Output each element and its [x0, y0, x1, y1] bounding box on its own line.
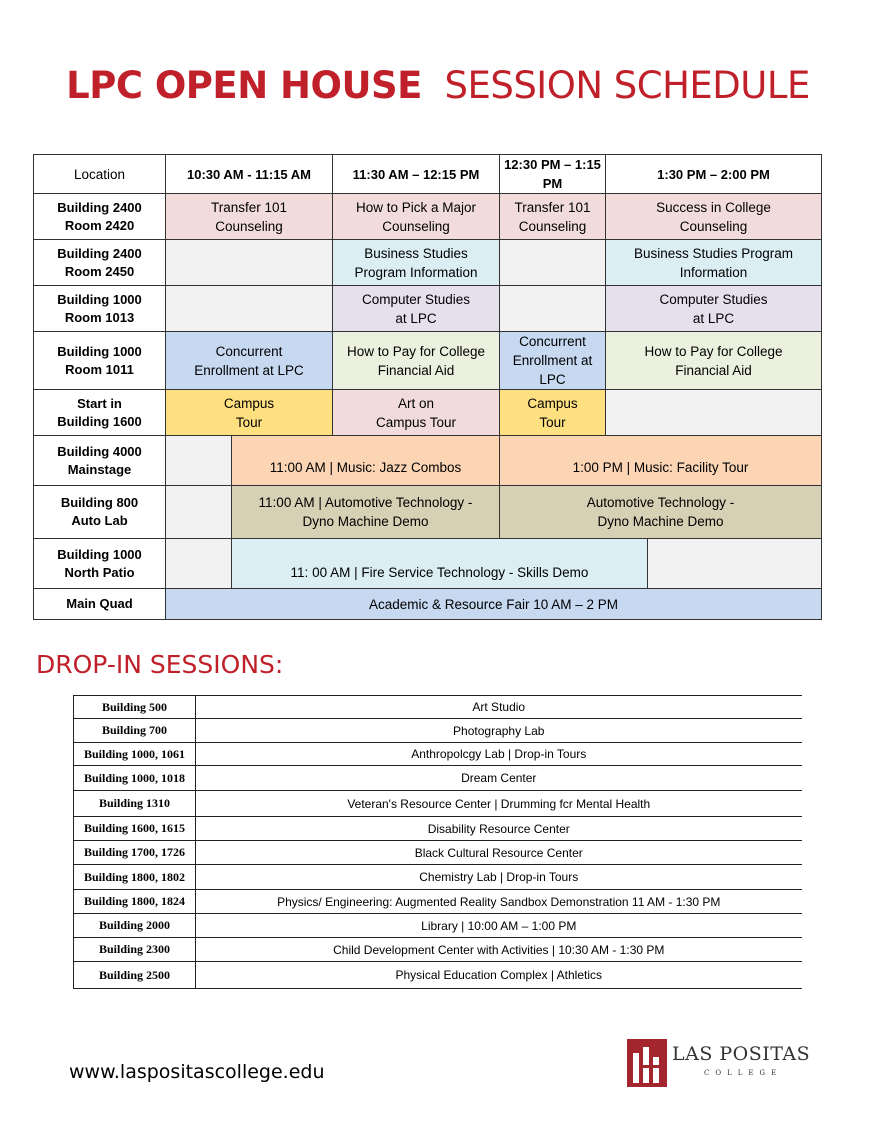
dropin-building: Building 500: [74, 696, 196, 719]
session-cell: 1:00 PM | Music: Facility Tour: [500, 436, 822, 486]
row-location: Building 1000 Room 1013: [34, 286, 166, 332]
session-cell: Computer Studies at LPC: [606, 286, 822, 332]
dropin-building: Building 2500: [74, 962, 196, 989]
header-slot-1: 10:30 AM - 11:15 AM: [166, 155, 333, 194]
session-cell: Transfer 101 Counseling: [500, 194, 606, 240]
table-row: [34, 486, 822, 539]
dropin-desc: Photography Lab: [196, 719, 802, 743]
table-row: [34, 436, 822, 486]
dropin-building: Building 2300: [74, 938, 196, 962]
empty-cell: [166, 286, 333, 332]
dropin-desc: Physical Education Complex | Athletics: [196, 962, 802, 989]
dropin-building: Building 700: [74, 719, 196, 743]
empty-cell: [648, 539, 822, 589]
table-row: [74, 865, 802, 890]
row-location: Main Quad: [34, 589, 166, 620]
table-row: [74, 841, 802, 865]
session-cell: How to Pay for College Financial Aid: [606, 332, 822, 390]
table-row: [74, 962, 802, 989]
logo-name: LAS POSITAS: [672, 1043, 811, 1065]
dropin-desc: Art Studio: [196, 696, 802, 719]
empty-cell: [500, 286, 606, 332]
empty-cell: [500, 240, 606, 286]
dropin-building: Building 1600, 1615: [74, 817, 196, 841]
table-row: [74, 817, 802, 841]
session-cell: 11:00 AM | Music: Jazz Combos: [232, 436, 500, 486]
table-row: [74, 696, 802, 719]
empty-cell: [166, 539, 232, 589]
header-slot-3: 12:30 PM – 1:15 PM: [500, 155, 606, 194]
table-row: [74, 914, 802, 938]
session-cell: Business Studies Program Information: [606, 240, 822, 286]
dropin-title: DROP-IN SESSIONS:: [36, 650, 284, 679]
dropin-building: Building 2000: [74, 914, 196, 938]
session-cell: Campus Tour: [500, 390, 606, 436]
empty-cell: [606, 390, 822, 436]
page-title: [0, 64, 876, 107]
website-url: www.laspositascollege.edu: [69, 1061, 325, 1083]
empty-cell: [166, 436, 232, 486]
table-row: [74, 938, 802, 962]
dropin-building: Building 1800, 1824: [74, 890, 196, 914]
empty-cell: [166, 240, 333, 286]
session-cell: Campus Tour: [166, 390, 333, 436]
table-row: [74, 890, 802, 914]
session-cell: Success in College Counseling: [606, 194, 822, 240]
page-title-bold: LPC OPEN HOUSE: [66, 64, 422, 107]
dropin-building: Building 1800, 1802: [74, 865, 196, 890]
row-location: Building 1000 Room 1011: [34, 332, 166, 390]
session-cell: Academic & Resource Fair 10 AM – 2 PM: [166, 589, 822, 620]
empty-cell: [166, 486, 232, 539]
table-row: [34, 539, 822, 589]
session-schedule-table: [33, 154, 822, 620]
dropin-desc: Black Cultural Resource Center: [196, 841, 802, 865]
table-row: [74, 743, 802, 766]
dropin-desc: Disability Resource Center: [196, 817, 802, 841]
dropin-desc: Physics/ Engineering: Augmented Reality Sandbox Demonstration 11 AM - 1:30 PM: [196, 890, 802, 914]
session-cell: Computer Studies at LPC: [333, 286, 500, 332]
row-location: Start in Building 1600: [34, 390, 166, 436]
table-row: [34, 240, 822, 286]
dropin-desc: Anthropolcgy Lab | Drop-in Tours: [196, 743, 802, 766]
dropin-desc: Chemistry Lab | Drop-in Tours: [196, 865, 802, 890]
session-cell: How to Pay for College Financial Aid: [333, 332, 500, 390]
table-row: [74, 791, 802, 817]
header-slot-2: 11:30 AM – 12:15 PM: [333, 155, 500, 194]
table-row: [34, 589, 822, 620]
schedule-header-row: [34, 155, 822, 194]
header-location: Location: [34, 155, 166, 194]
row-location: Building 4000 Mainstage: [34, 436, 166, 486]
table-row: [34, 390, 822, 436]
dropin-building: Building 1310: [74, 791, 196, 817]
dropin-building: Building 1000, 1061: [74, 743, 196, 766]
session-cell: Concurrent Enrollment at LPC: [500, 332, 606, 390]
row-location: Building 800 Auto Lab: [34, 486, 166, 539]
row-location: Building 2400 Room 2450: [34, 240, 166, 286]
table-row: [34, 286, 822, 332]
session-cell: How to Pick a Major Counseling: [333, 194, 500, 240]
page-title-rest: SESSION SCHEDULE: [444, 64, 810, 107]
session-cell: 11: 00 AM | Fire Service Technology - Skills Demo: [232, 539, 648, 589]
table-row: [74, 719, 802, 743]
header-slot-4: 1:30 PM – 2:00 PM: [606, 155, 822, 194]
session-cell: Transfer 101 Counseling: [166, 194, 333, 240]
row-location: Building 1000 North Patio: [34, 539, 166, 589]
logo-subtitle: COLLEGE: [704, 1069, 783, 1077]
session-cell: Business Studies Program Information: [333, 240, 500, 286]
dropin-building: Building 1000, 1018: [74, 766, 196, 791]
session-cell: 11:00 AM | Automotive Technology - Dyno Machine Demo: [232, 486, 500, 539]
table-row: [34, 194, 822, 240]
dropin-desc: Library | 10:00 AM – 1:00 PM: [196, 914, 802, 938]
dropin-desc: Child Development Center with Activities | 10:30 AM - 1:30 PM: [196, 938, 802, 962]
table-row: [34, 332, 822, 390]
row-location: Building 2400 Room 2420: [34, 194, 166, 240]
session-cell: Automotive Technology - Dyno Machine Demo: [500, 486, 822, 539]
table-row: [74, 766, 802, 791]
session-cell: Concurrent Enrollment at LPC: [166, 332, 333, 390]
dropin-building: Building 1700, 1726: [74, 841, 196, 865]
dropin-table: [73, 695, 802, 989]
session-cell: Art on Campus Tour: [333, 390, 500, 436]
dropin-desc: Veteran's Resource Center | Drumming fcr Mental Health: [196, 791, 802, 817]
dropin-desc: Dream Center: [196, 766, 802, 791]
